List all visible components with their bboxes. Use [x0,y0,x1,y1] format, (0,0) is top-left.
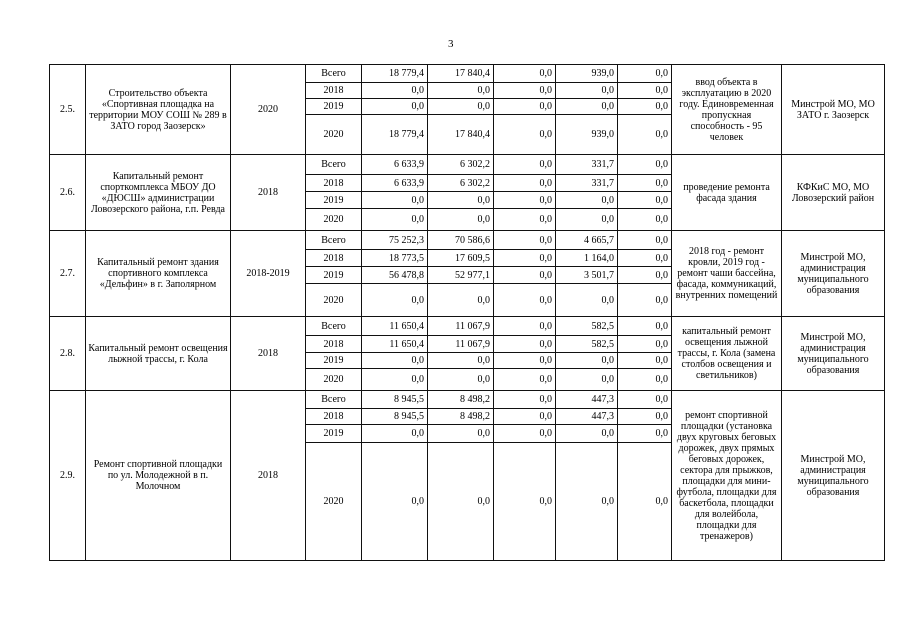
other-value: 0,0 [618,155,672,175]
regional-value: 8 498,2 [428,391,494,409]
item-period: 2018 [231,391,306,561]
year-label: 2019 [306,353,362,369]
item-index: 2.9. [50,391,86,561]
item-period: 2018-2019 [231,231,306,317]
table-body [50,65,885,561]
local-value: 0,0 [556,284,618,317]
total-value: 0,0 [362,209,428,231]
year-label: Всего [306,65,362,83]
regional-value: 8 498,2 [428,409,494,425]
other-value: 0,0 [618,65,672,83]
table-row-total [50,391,885,409]
federal-value: 0,0 [494,65,556,83]
item-executor: Минстрой МО, администрация муниципального образования [782,391,885,561]
regional-value: 0,0 [428,443,494,561]
total-value: 0,0 [362,443,428,561]
year-label: 2019 [306,425,362,443]
regional-value: 0,0 [428,209,494,231]
regional-value: 0,0 [428,99,494,115]
item-executor: Минстрой МО, МО ЗАТО г. Заозерск [782,65,885,155]
item-result: ввод объекта в эксплуатацию в 2020 году. Единовременная пропускная способность - 95 человек [672,65,782,155]
local-value: 0,0 [556,192,618,209]
local-value: 0,0 [556,353,618,369]
federal-value: 0,0 [494,83,556,99]
total-value: 0,0 [362,369,428,391]
local-value: 939,0 [556,65,618,83]
federal-value: 0,0 [494,175,556,192]
year-label: 2020 [306,115,362,155]
total-value: 6 633,9 [362,155,428,175]
regional-value: 17 609,5 [428,250,494,267]
table-row-total [50,231,885,250]
local-value: 0,0 [556,99,618,115]
regional-value: 52 977,1 [428,267,494,284]
year-label: 2020 [306,284,362,317]
federal-value: 0,0 [494,409,556,425]
regional-value: 17 840,4 [428,115,494,155]
total-value: 0,0 [362,99,428,115]
item-index: 2.5. [50,65,86,155]
item-name: Ремонт спортивной площадки по ул. Молодежной в п. Молочном [86,391,231,561]
year-label: 2019 [306,99,362,115]
local-value: 4 665,7 [556,231,618,250]
year-label: 2020 [306,443,362,561]
year-label: Всего [306,391,362,409]
item-result: проведение ремонта фасада здания [672,155,782,231]
local-value: 0,0 [556,425,618,443]
federal-value: 0,0 [494,267,556,284]
local-value: 3 501,7 [556,267,618,284]
item-name: Капитальный ремонт спорткомплекса МБОУ ДО «ДЮСШ» администрации Ловозерского района, г.п. Ревда [86,155,231,231]
year-label: 2018 [306,175,362,192]
item-executor: Минстрой МО, администрация муниципального образования [782,317,885,391]
item-index: 2.7. [50,231,86,317]
year-label: Всего [306,155,362,175]
item-name: Капитальный ремонт здания спортивного комплекса «Дельфин» в г. Заполярном [86,231,231,317]
item-executor: Минстрой МО, администрация муниципального образования [782,231,885,317]
item-period: 2018 [231,317,306,391]
total-value: 0,0 [362,353,428,369]
total-value: 0,0 [362,83,428,99]
total-value: 18 779,4 [362,115,428,155]
regional-value: 0,0 [428,284,494,317]
other-value: 0,0 [618,443,672,561]
other-value: 0,0 [618,353,672,369]
federal-value: 0,0 [494,284,556,317]
local-value: 331,7 [556,155,618,175]
total-value: 56 478,8 [362,267,428,284]
federal-value: 0,0 [494,99,556,115]
year-label: 2020 [306,369,362,391]
year-label: 2019 [306,192,362,209]
table-row-total [50,317,885,336]
total-value: 75 252,3 [362,231,428,250]
regional-value: 6 302,2 [428,155,494,175]
federal-value: 0,0 [494,391,556,409]
year-label: 2018 [306,83,362,99]
other-value: 0,0 [618,425,672,443]
total-value: 18 773,5 [362,250,428,267]
regional-value: 0,0 [428,369,494,391]
year-label: 2018 [306,250,362,267]
other-value: 0,0 [618,317,672,336]
other-value: 0,0 [618,231,672,250]
year-label: 2018 [306,409,362,425]
other-value: 0,0 [618,250,672,267]
federal-value: 0,0 [494,192,556,209]
total-value: 11 650,4 [362,317,428,336]
local-value: 1 164,0 [556,250,618,267]
federal-value: 0,0 [494,155,556,175]
federal-value: 0,0 [494,231,556,250]
local-value: 0,0 [556,83,618,99]
other-value: 0,0 [618,369,672,391]
year-label: 2020 [306,209,362,231]
federal-value: 0,0 [494,369,556,391]
regional-value: 11 067,9 [428,336,494,353]
total-value: 6 633,9 [362,175,428,192]
regional-value: 6 302,2 [428,175,494,192]
item-result: капитальный ремонт освещения лыжной трассы, г. Кола (замена столбов освещения и светильников) [672,317,782,391]
local-value: 0,0 [556,369,618,391]
federal-value: 0,0 [494,115,556,155]
program-table [49,64,885,561]
total-value: 0,0 [362,192,428,209]
federal-value: 0,0 [494,209,556,231]
other-value: 0,0 [618,83,672,99]
item-period: 2018 [231,155,306,231]
regional-value: 70 586,6 [428,231,494,250]
total-value: 0,0 [362,284,428,317]
item-executor: КФКиС МО, МО Ловозерский район [782,155,885,231]
table-row-total [50,155,885,175]
other-value: 0,0 [618,192,672,209]
federal-value: 0,0 [494,336,556,353]
other-value: 0,0 [618,391,672,409]
local-value: 447,3 [556,391,618,409]
local-value: 0,0 [556,209,618,231]
regional-value: 11 067,9 [428,317,494,336]
regional-value: 0,0 [428,192,494,209]
table-row-total [50,65,885,83]
federal-value: 0,0 [494,317,556,336]
other-value: 0,0 [618,99,672,115]
local-value: 331,7 [556,175,618,192]
other-value: 0,0 [618,409,672,425]
year-label: Всего [306,317,362,336]
year-label: 2019 [306,267,362,284]
regional-value: 0,0 [428,353,494,369]
page-number: 3 [448,38,454,50]
other-value: 0,0 [618,175,672,192]
item-name: Капитальный ремонт освещения лыжной трассы, г. Кола [86,317,231,391]
year-label: 2018 [306,336,362,353]
item-result: 2018 год - ремонт кровли, 2019 год - ремонт чаши бассейна, фасада, коммуникаций, внутренних помещений [672,231,782,317]
year-label: Всего [306,231,362,250]
item-result: ремонт спортивной площадки (установка двух круговых беговых дорожек, двух прямых беговых дорожек, сектора для прыжков, площадки для мини-футбола, площадки для баскетбола, площадки для волейбола, площадки для тренажеров) [672,391,782,561]
total-value: 8 945,5 [362,391,428,409]
item-index: 2.6. [50,155,86,231]
other-value: 0,0 [618,209,672,231]
federal-value: 0,0 [494,425,556,443]
local-value: 582,5 [556,336,618,353]
total-value: 8 945,5 [362,409,428,425]
local-value: 0,0 [556,443,618,561]
total-value: 18 779,4 [362,65,428,83]
other-value: 0,0 [618,336,672,353]
federal-value: 0,0 [494,353,556,369]
item-index: 2.8. [50,317,86,391]
total-value: 0,0 [362,425,428,443]
federal-value: 0,0 [494,443,556,561]
item-name: Строительство объекта «Спортивная площадка на территории МОУ СОШ № 289 в ЗАТО город Заозерск» [86,65,231,155]
local-value: 939,0 [556,115,618,155]
item-period: 2020 [231,65,306,155]
other-value: 0,0 [618,115,672,155]
local-value: 582,5 [556,317,618,336]
regional-value: 0,0 [428,83,494,99]
federal-value: 0,0 [494,250,556,267]
local-value: 447,3 [556,409,618,425]
regional-value: 0,0 [428,425,494,443]
other-value: 0,0 [618,267,672,284]
other-value: 0,0 [618,284,672,317]
total-value: 11 650,4 [362,336,428,353]
regional-value: 17 840,4 [428,65,494,83]
